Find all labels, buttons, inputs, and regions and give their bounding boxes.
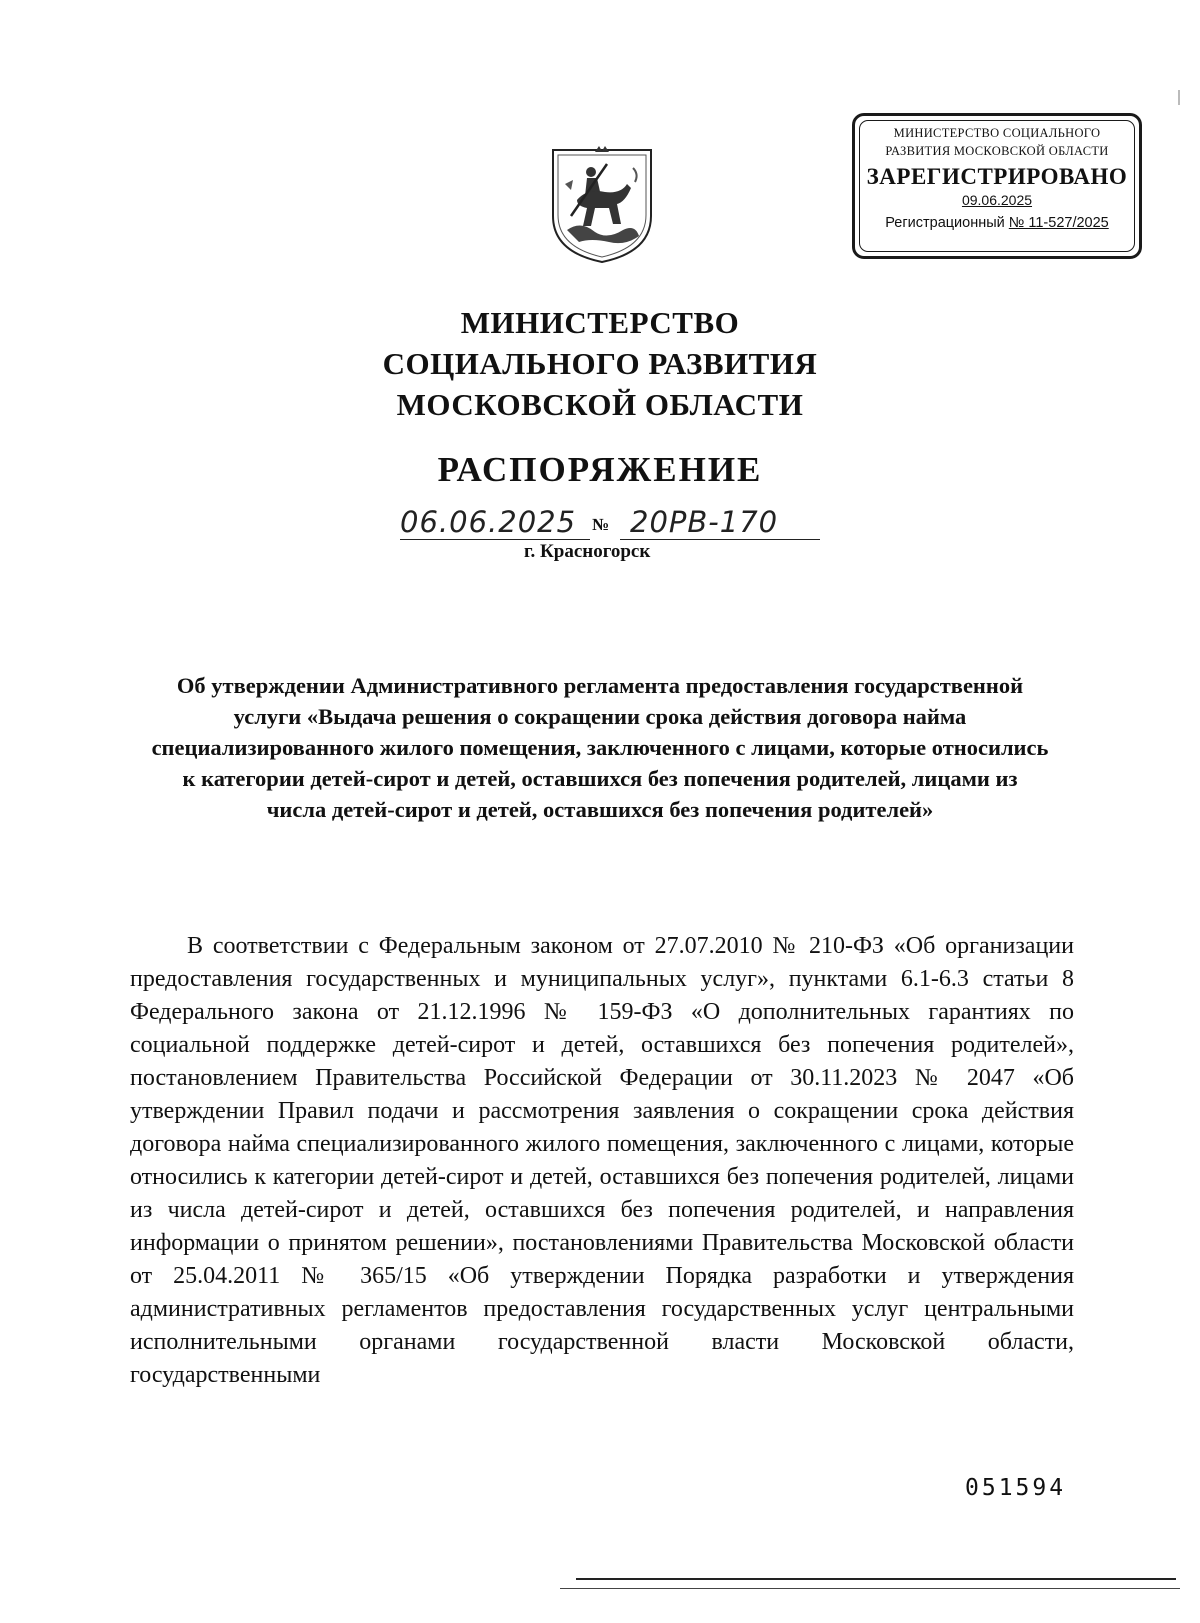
coat-of-arms-icon (547, 144, 657, 266)
stamp-date: 09.06.2025 (961, 192, 1033, 208)
registration-stamp (852, 113, 1142, 259)
scan-edge-mark (1178, 90, 1180, 105)
body-paragraph: В соответствии с Федеральным законом от 27.07.2010 № 210-ФЗ «Об организации предоставления государственных и муниципальных услуг», пунктами 6.1-6.3 статьи 8 Федерального закона от 21.12.1996 № 159-ФЗ «О дополнительных гарантиях по социальной поддержке детей-сирот и детей, оставшихся без попечения родителей», постановлением Правительства Российской Федерации от 30.11.2023 № 2047 «Об утверждении Правил подачи и рассмотрения заявления о сокращении срока действия договора найма специализированного жилого помещения, заключенного с лицами, которые относились к категории детей-сирот и детей, оставшихся без попечения родителей, лицами из числа детей-сирот и детей, оставшихся без попечения родителей, и направления информации о принятом решении», постановлениями Правительства Московской области от 25.04.2011 № 365/15 «Об утверждении Порядка разработки и утверждения административных регламентов предоставления государственных услуг центральными исполнительными органами государственной власти Московской области, государственными (130, 933, 1074, 1388)
stamp-org-line1: МИНИСТЕРСТВО СОЦИАЛЬНОГО (893, 126, 1101, 140)
stamp-org-line2: РАЗВИТИЯ МОСКОВСКОЙ ОБЛАСТИ (885, 144, 1109, 158)
document-title: Об утверждении Административного регламента предоставления государственной услуги «Выдача решения о сокращении срока действия договора найма специализированного жилого помещения, заключенного с лицами, которые относились к категории детей-сирот и детей, оставшихся без попечения родителей, лицами из числа детей-сирот и детей, оставшихся без попечения родителей» (151, 673, 1049, 822)
ministry-name (0, 302, 1200, 425)
handwritten-date: 06.06.2025 (400, 505, 577, 539)
footer-rule-lower (560, 1588, 1180, 1589)
city: г. Красногорск (524, 541, 651, 562)
stamp-reg-number: № 11-527/2025 (1008, 215, 1109, 231)
date-number-line (400, 505, 860, 545)
stamp-reg-label: Регистрационный (885, 215, 1009, 231)
stamp-status: ЗАРЕГИСТРИРОВАНО (866, 164, 1128, 189)
footer-rule (576, 1578, 1176, 1580)
ministry-line3: МОСКОВСКОЙ ОБЛАСТИ (396, 387, 804, 422)
ministry-line1: МИНИСТЕРСТВО (460, 305, 740, 340)
number-underline (620, 539, 820, 540)
stamp-inner-border (859, 120, 1135, 252)
number-sign: № (592, 515, 610, 534)
serial-number: 051594 (965, 1475, 1067, 1501)
document-type: РАСПОРЯЖЕНИЕ (437, 450, 763, 489)
date-underline (400, 539, 590, 540)
ministry-line2: СОЦИАЛЬНОГО РАЗВИТИЯ (382, 346, 818, 381)
handwritten-number: 20РВ-170 (630, 505, 779, 539)
